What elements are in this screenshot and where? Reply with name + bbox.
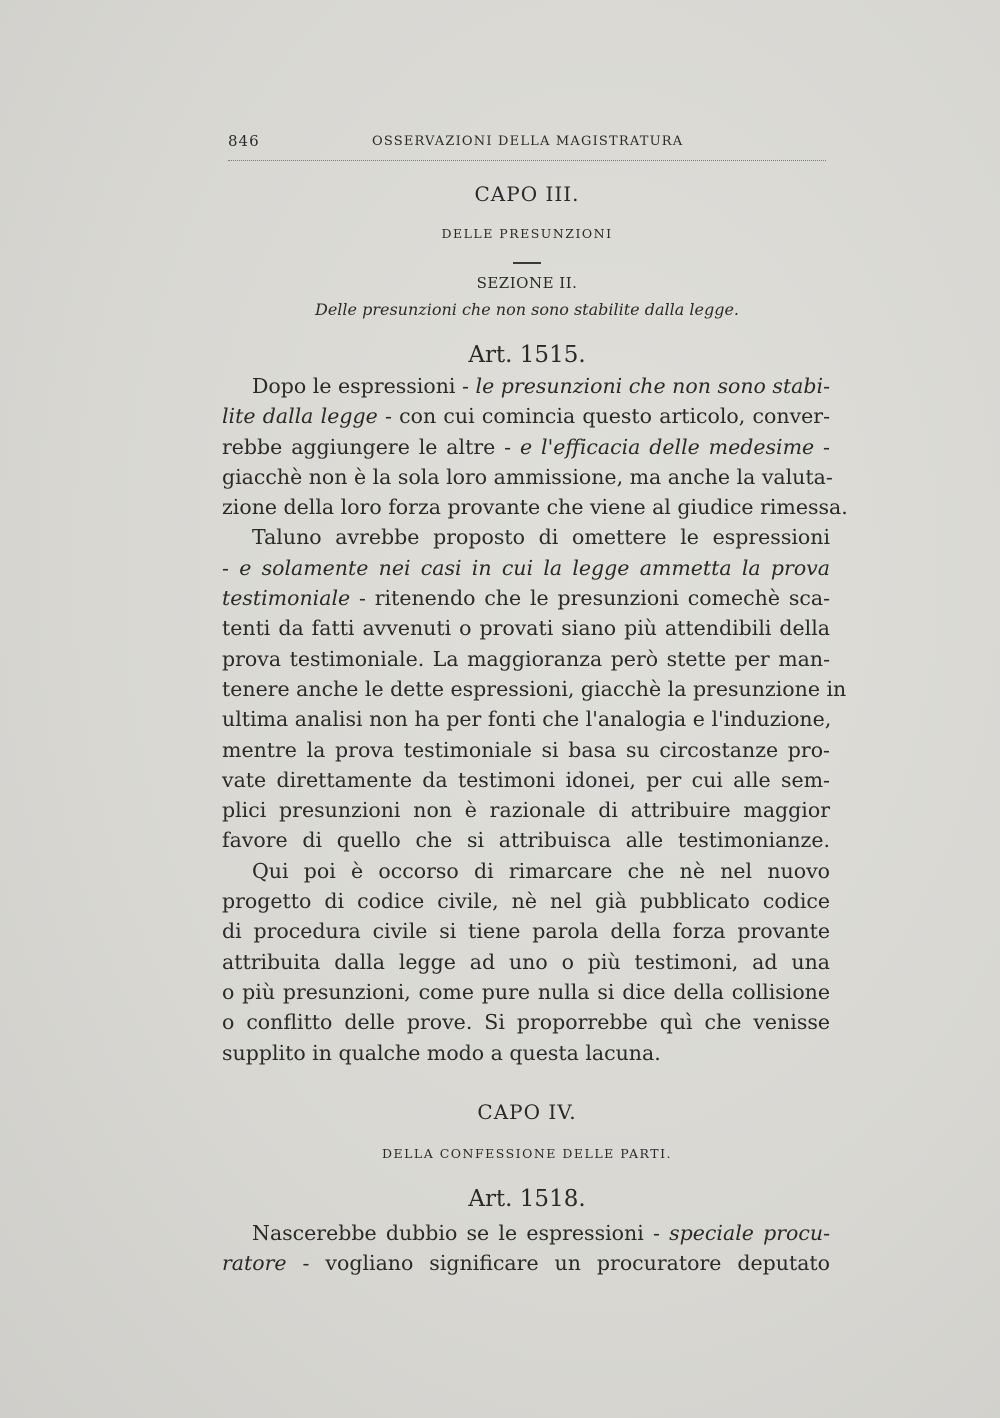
text-line: Dopo le espressioni - le presunzioni che non sono stabi- bbox=[252, 374, 831, 398]
page-number: 846 bbox=[228, 132, 260, 150]
text-line: Nascerebbe dubbio se le espressioni - speciale procu- bbox=[252, 1221, 830, 1245]
text-line: Taluno avrebbe proposto di omettere le espressioni bbox=[252, 525, 830, 550]
text-line: o più presunzioni, come pure nulla si dice della collisione bbox=[222, 979, 830, 1004]
text-line: lite dalla legge - con cui comincia questo articolo, conver- bbox=[222, 404, 831, 429]
article-body bbox=[222, 1218, 830, 1279]
text-line: prova testimoniale. La maggioranza però stette per man- bbox=[222, 646, 830, 671]
section-title: SEZIONE II. bbox=[476, 274, 578, 292]
text-line: favore di quello che si attribuisca alle testimonianze. bbox=[222, 828, 830, 853]
article-heading: Art. 1515. bbox=[468, 342, 586, 368]
text-line: ratore - vogliano significare un procuratore deputato bbox=[222, 1251, 830, 1276]
page-header bbox=[228, 132, 826, 161]
text-line: tenere anche le dette espressioni, giacchè la presunzione in bbox=[222, 676, 847, 701]
text-line: attribuita dalla legge ad uno o più testimoni, ad una bbox=[222, 949, 830, 974]
text-line: ultima analisi non ha per fonti che l'analogia e l'induzione, bbox=[222, 707, 832, 732]
article-heading: Art. 1518. bbox=[468, 1186, 586, 1212]
chapter-title: CAPO IV. bbox=[477, 1100, 577, 1124]
text-line: giacchè non è la sola loro ammissione, ma anche la valuta- bbox=[222, 464, 833, 489]
text-line: vate direttamente da testimoni idonei, per cui alle sem- bbox=[222, 767, 830, 792]
text-line: rebbe aggiungere le altre - e l'efficacia delle medesime - bbox=[222, 434, 830, 459]
chapter-subtitle: DELLA CONFESSIONE DELLE PARTI. bbox=[381, 1146, 672, 1161]
text-line: - e solamente nei casi in cui la legge ammetta la prova bbox=[222, 555, 830, 580]
running-title: OSSERVAZIONI DELLA MAGISTRATURA bbox=[372, 134, 684, 149]
chapter-subtitle: DELLE PRESUNZIONI bbox=[441, 226, 613, 241]
text-line: supplito in qualche modo a questa lacuna. bbox=[222, 1040, 661, 1065]
article-body bbox=[222, 371, 848, 1068]
text-line: di procedura civile si tiene parola della forza provante bbox=[222, 919, 830, 944]
text-line: mentre la prova testimoniale si basa su circostanze pro- bbox=[222, 737, 830, 762]
section-subtitle: Delle presunzioni che non sono stabilite dalla legge. bbox=[315, 300, 739, 319]
divider bbox=[513, 262, 541, 264]
text-line: Qui poi è occorso di rimarcare che nè nel nuovo bbox=[252, 858, 830, 883]
chapter-title: CAPO III. bbox=[474, 182, 580, 206]
text-line: testimoniale - ritenendo che le presunzioni comechè sca- bbox=[222, 586, 830, 611]
text-line: o conflitto delle prove. Si proporrebbe quì che venisse bbox=[222, 1010, 830, 1035]
text-line: tenti da fatti avvenuti o provati siano più attendibili della bbox=[222, 616, 830, 641]
text-line: progetto di codice civile, nè nel già pubblicato codice bbox=[222, 889, 830, 914]
text-line: zione della loro forza provante che viene al giudice rimessa. bbox=[222, 495, 848, 520]
text-line: plici presunzioni non è razionale di attribuire maggior bbox=[222, 798, 830, 823]
